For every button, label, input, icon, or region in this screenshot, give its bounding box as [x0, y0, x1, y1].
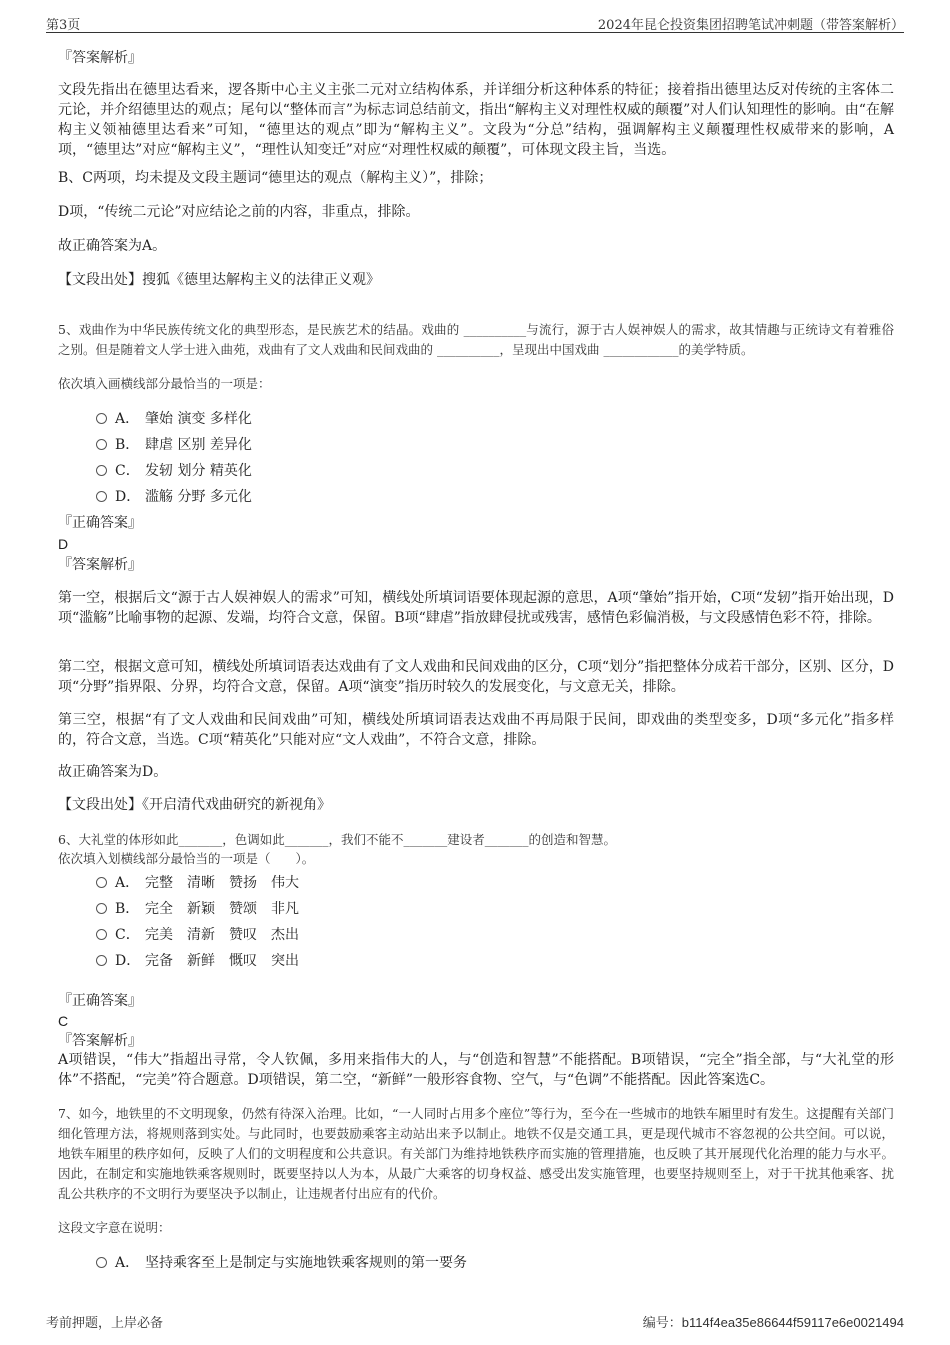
q5-answer: D [58, 536, 69, 552]
q6-option-c[interactable]: C． 完美 清新 赞叹 杰出 [96, 925, 313, 945]
q6-stem: 6、大礼堂的体形如此_______，色调如此_______，我们不能不_______建设者_______的创造和智慧。 [58, 832, 616, 847]
q6-analysis: A项错误，“伟大”指超出寻常，令人钦佩，多用来指伟大的人，与“创造和智慧”不能搭配。B项错误，“完全”指全部，与“大礼堂的形体”不搭配，“完美”符合题意。D项错误，第二空，“新鲜”一般形容食物、空气，与“色调”不能搭配。因此答案选C。 [58, 1052, 894, 1088]
q4-analysis-para3: D项，“传统二元论”对应结论之前的内容，非重点，排除。 [58, 204, 420, 220]
q4-source: 【文段出处】搜狐《德里达解构主义的法律正义观》 [58, 272, 380, 288]
q5-analysis-para1: 第一空，根据后文“源于古人娱神娱人的需求”可知，横线处所填词语要体现起源的意思，A项“肇始”指开始，C项“发轫”指开始出现，D项“滥觞”比喻事物的起源、发端，均符合文意，保留。B项“肆虐”指放肆侵扰或残害，感情色彩偏消极，与文段感情色彩不符，排除。 [58, 590, 894, 626]
q4-analysis-label: 『答案解析』 [58, 50, 142, 66]
radio-icon[interactable] [96, 877, 107, 888]
q4-analysis-para2: B、C两项，均未提及文段主题词“德里达的观点（解构主义）”，排除； [58, 170, 493, 186]
q6-answer-label: 『正确答案』 [58, 993, 142, 1009]
q5-analysis-para2: 第二空，根据文意可知，横线处所填词语表达戏曲有了文人戏曲和民间戏曲的区分，C项“划分”指把整体分成若干部分，区别、区分，D项“分野”指界限、分界，均符合文意，保留。A项“演变”指历时较久的发展变化，与文意无关，排除。 [58, 659, 894, 695]
radio-icon[interactable] [96, 955, 107, 966]
q5-option-b[interactable]: B． 肆虐 区别 差异化 [96, 435, 252, 455]
q6-answer: C [58, 1013, 69, 1029]
page-header [46, 12, 904, 33]
q4-analysis-para1: 文段先指出在德里达看来，逻各斯中心主义主张二元对立结构体系，并详细分析这种体系的特征；接着指出德里达反对传统的主客体二元论，并介绍德里达的观点；尾句以“整体而言”为标志词总结前文，指出“解构主义对理性权威的颠覆”对人们认知理性的影响。由“在解构主义领袖德里达看来”可知，“德里达的观点”即为“解构主义”。文段为“分总”结构，强调解构主义颠覆理性权威带来的影响，A项，“德里达”对应“解构主义”，“理性认知变迁”对应“对理性权威的颠覆”，可体现文段主旨，当选。 [58, 82, 894, 158]
q6-prompt: 依次填入划横线部分最恰当的一项是（ ）。 [58, 851, 315, 866]
q7-stem: 7、如今，地铁里的不文明现象，仍然有待深入治理。比如，“一人同时占用多个座位”等行为，至今在一些城市的地铁车厢里时有发生。这提醒有关部门细化管理方法，将规则落到实处。与此同时，也要鼓励乘客主动站出来予以制止。地铁不仅是交通工具，更是现代城市不容忽视的公共空间。可以说，地铁车厢里的秩序如何，反映了人们的文明程度和公共意识。有关部门为维持地铁秩序而实施的管理措施，也反映了其开展现代化治理的能力与水平。因此，在制定和实施地铁乘客规则时，既要坚持以人为本，从最广大乘客的切身权益、感受出发实施管理，也要坚持规则至上，对于干扰其他乘客、扰乱公共秩序的不文明行为要坚决予以制止，让违规者付出应有的代价。 [58, 1106, 894, 1201]
q5-analysis-para4: 故正确答案为D。 [58, 764, 168, 780]
q5-analysis-label: 『答案解析』 [58, 557, 142, 573]
q5-answer-label: 『正确答案』 [58, 515, 142, 531]
radio-icon[interactable] [96, 491, 107, 502]
q5-prompt: 依次填入画横线部分最恰当的一项是： [58, 376, 271, 391]
radio-icon[interactable] [96, 929, 107, 940]
footer-slogan: 考前押题，上岸必备 [46, 1316, 164, 1331]
document-id [643, 1312, 904, 1331]
q5-option-a[interactable]: A． 肇始 演变 多样化 [96, 409, 252, 429]
document-title: 2024年昆仑投资集团招聘笔试冲刺题（带答案解析） [597, 18, 904, 33]
q6-option-d[interactable]: D． 完备 新鲜 慨叹 突出 [96, 951, 313, 971]
radio-icon[interactable] [96, 439, 107, 450]
document-id-code: b114f4ea35e86644f59117e6e0021494 [681, 1315, 904, 1330]
q5-source: 【文段出处】《开启清代戏曲研究的新视角》 [58, 797, 331, 813]
radio-icon[interactable] [96, 413, 107, 424]
radio-icon[interactable] [96, 903, 107, 914]
q4-analysis-para4: 故正确答案为A。 [58, 238, 167, 254]
q6-analysis-label: 『答案解析』 [58, 1033, 142, 1049]
q6-option-b[interactable]: B． 完全 新颖 赞颂 非凡 [96, 899, 313, 919]
document-id-label: 编号： [642, 1316, 682, 1331]
q6-option-a[interactable]: A． 完整 清晰 赞扬 伟大 [96, 873, 313, 893]
radio-icon[interactable] [96, 465, 107, 476]
q5-analysis-para3: 第三空，根据“有了文人戏曲和民间戏曲”可知，横线处所填词语表达戏曲不再局限于民间，即戏曲的类型变多，D项“多元化”指多样的，符合文意，当选。C项“精英化”只能对应“文人戏曲”，不符合文意，排除。 [58, 712, 894, 748]
page-number: 第3页 [46, 18, 81, 33]
q7-prompt: 这段文字意在说明： [58, 1220, 171, 1235]
radio-icon[interactable] [96, 1257, 107, 1268]
q5-option-c[interactable]: C． 发轫 划分 精英化 [96, 461, 252, 481]
q5-option-d[interactable]: D． 滥觞 分野 多元化 [96, 487, 252, 507]
q7-option-a[interactable]: A． 坚持乘客至上是制定与实施地铁乘客规则的第一要务 [96, 1253, 467, 1273]
q5-stem: 5、戏曲作为中华民族传统文化的典型形态，是民族艺术的结晶。戏曲的 __________与流行，源于古人娱神娱人的需求，故其情趣与正统诗文有着雅俗之别。但是随着文人学士进入曲苑，戏曲有了文人戏曲和民间戏曲的 __________，呈现出中国戏曲 ____________的美学特质。 [58, 322, 894, 357]
